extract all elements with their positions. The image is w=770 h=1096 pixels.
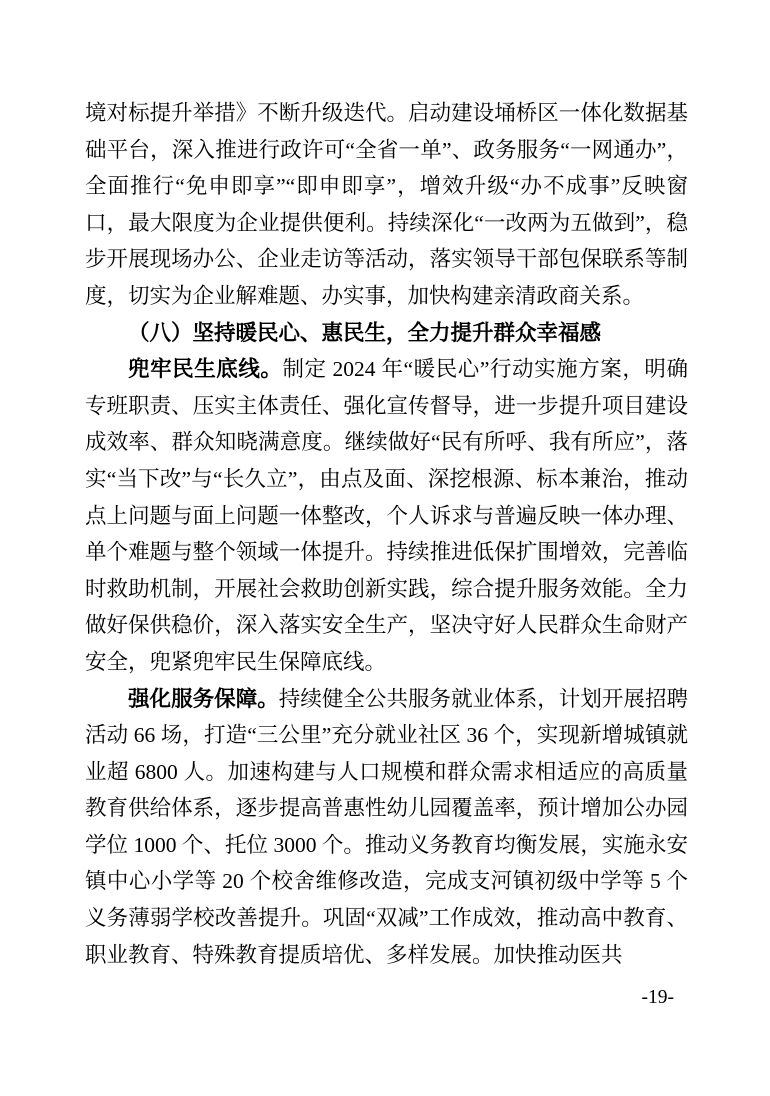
paragraph-text: 制定 2024 年“暖民心”行动实施方案，明确专班职责、压实主体责任、强化宣传督导，进一步提升项目建设成效率、群众知晓满意度。继续做好“民有所呼、我有所应”，落实“当下改”与“长久立”，由点及面、深挖根源、标本兼治，推动点上问题与面上问题一体整改，个人诉求与普遍反映一体办理、单个难题与整个领域一体提升。持续推进低保扩围增效，完善临时救助机制，开展社会救助创新实践，综合提升服务效能。全力做好保供稳价，深入落实安全生产，坚决守好人民群众生命财产安全，兜紧兜牢民生保障底线。 — [85, 357, 688, 674]
section-heading — [85, 315, 688, 352]
paragraph-lead: 强化服务保障。 — [128, 686, 279, 711]
paragraph-lead: 兜牢民生底线。 — [128, 357, 283, 382]
paragraph-text: 持续健全公共服务就业体系，计划开展招聘活动 66 场，打造“三公里”充分就业社区 36 个，实现新增城镇就业超 6800 人。加速构建与人口规模和群众需求相适应的高质量教育供给体系，逐步提高普惠性幼儿园覆盖率，预计增加公办园学位 1000 个、托位 3000 个。推动义务教育均衡发展，实施永安镇中心小学等 20 个校舍维修改造，完成支河镇初级中学等 5 个义务薄弱学校改善提升。巩固“双减”工作成效，推动高中教育、职业教育、特殊教育提质培优、多样发展。加快推动医共 — [85, 686, 688, 967]
paragraph — [85, 351, 688, 680]
page-footer — [85, 986, 688, 1010]
document-content — [85, 95, 688, 973]
paragraph — [85, 681, 688, 974]
section-heading-text: （八）坚持暖民心、惠民生，全力提升群众幸福感 — [128, 320, 602, 345]
page-number: -19- — [641, 987, 674, 1009]
paragraph-text: 境对标提升举措》不断升级迭代。启动建设埇桥区一体化数据基础平台，深入推进行政许可“全省一单”、政务服务“一网通办”，全面推行“免申即享”“即申即享”，增效升级“办不成事”反映窗口，最大限度为企业提供便利。持续深化“一改两为五做到”，稳步开展现场办公、企业走访等活动，落实领导干部包保联系等制度，切实为企业解难题、办实事，加快构建亲清政商关系。 — [85, 101, 688, 308]
paragraph-continuation — [85, 95, 688, 315]
